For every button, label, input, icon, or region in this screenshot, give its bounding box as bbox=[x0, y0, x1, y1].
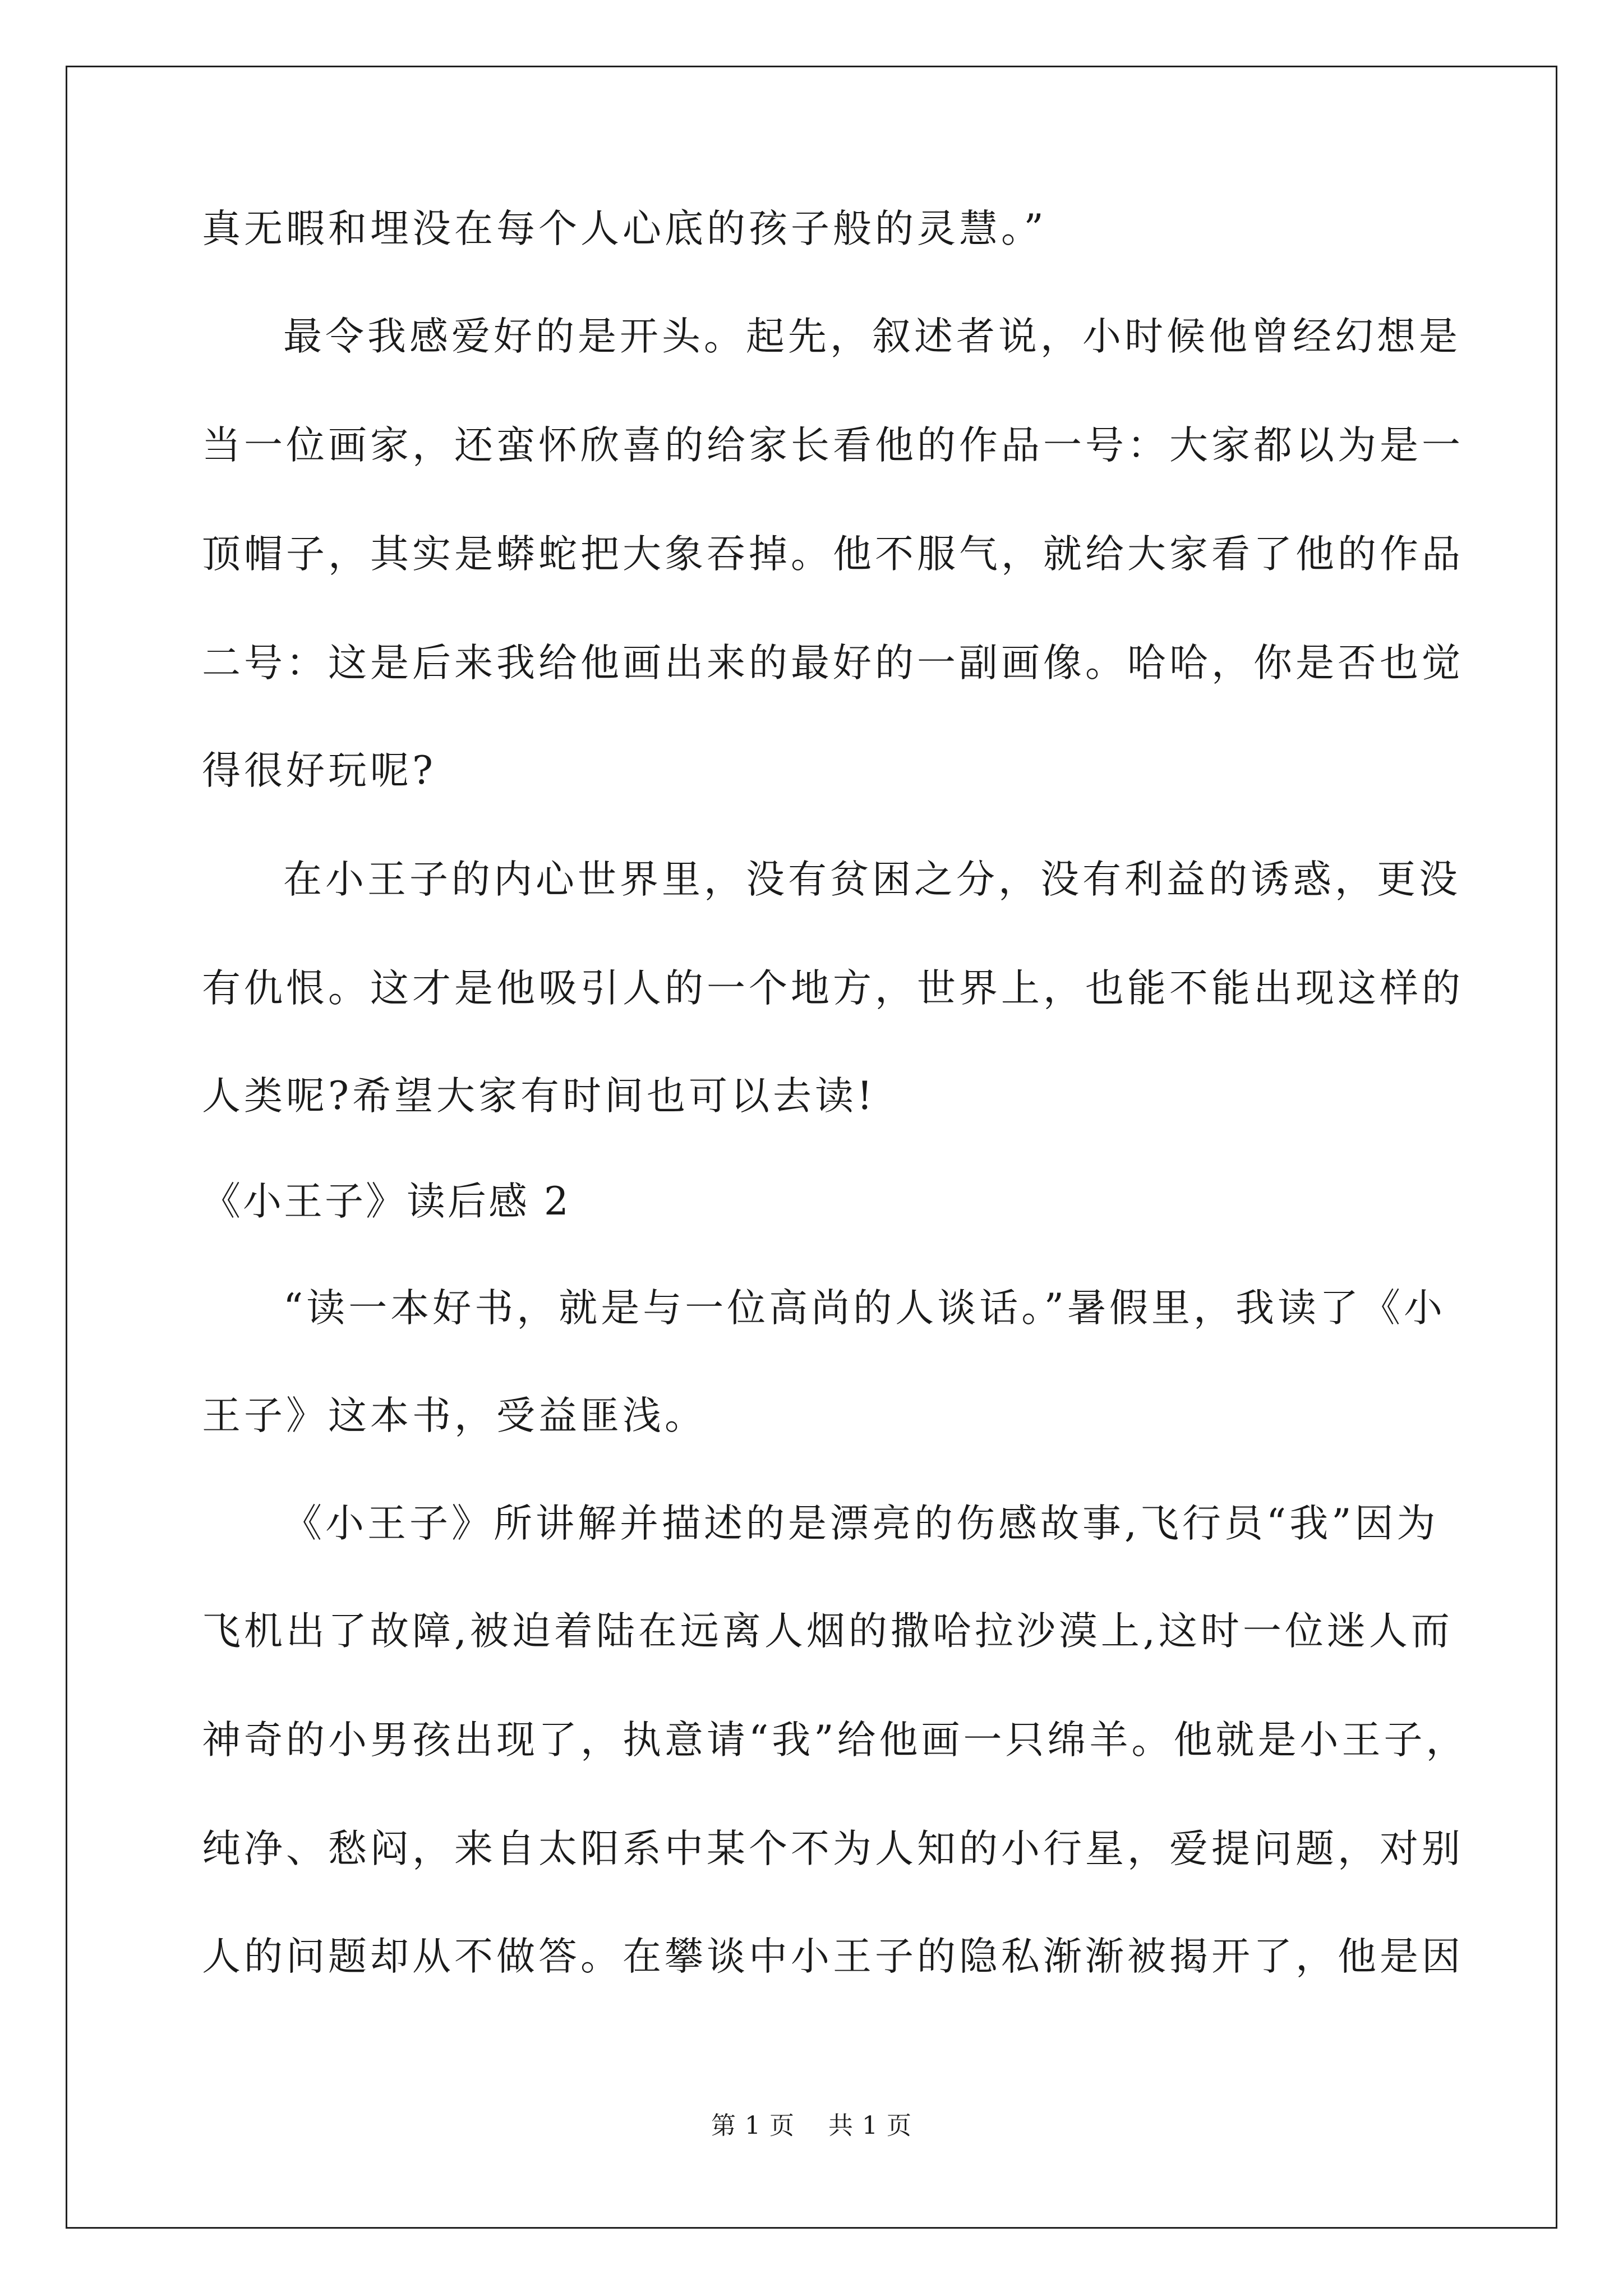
text-line: 二号：这是后来我给他画出来的最好的一副画像。哈哈，你是否也觉 bbox=[202, 641, 1464, 685]
text-line: 王子》这本书，受益匪浅。 bbox=[202, 1393, 707, 1438]
text-line: 当一位画家，还蛮怀欣喜的给家长看他的作品一号：大家都以为是一 bbox=[202, 423, 1464, 468]
text-line: 得很好玩呢? bbox=[202, 748, 436, 793]
page-frame bbox=[66, 66, 1557, 2229]
text-line: 纯净、愁闷，来自太阳系中某个不为人知的小行星，爱提问题，对别 bbox=[202, 1826, 1464, 1871]
paragraph-start-line: 在小王子的内心世界里，没有贫困之分，没有利益的诱惑，更没 bbox=[283, 857, 1461, 902]
page-footer bbox=[0, 2109, 1623, 2143]
text-line: 有仇恨。这才是他吸引人的一个地方，世界上，也能不能出现这样的 bbox=[202, 966, 1464, 1011]
page-count: 共 1 页 bbox=[828, 2111, 912, 2140]
paragraph-start-line: 《小王子》所讲解并描述的是漂亮的伤感故事,飞行员“我”因为 bbox=[283, 1501, 1439, 1546]
text-line: 人类呢?希望大家有时间也可以去读! bbox=[202, 1074, 876, 1119]
section-heading: 《小王子》读后感 2 bbox=[202, 1179, 571, 1224]
text-line: 人的问题却从不做答。在攀谈中小王子的隐私渐渐被揭开了，他是因 bbox=[202, 1934, 1464, 1979]
text-line: 神奇的小男孩出现了，执意请“我”给他画一只绵羊。他就是小王子， bbox=[202, 1718, 1468, 1763]
text-line: 顶帽子，其实是蟒蛇把大象吞掉。他不服气，就给大家看了他的作品 bbox=[202, 532, 1464, 577]
page-number: 第 1 页 bbox=[711, 2111, 795, 2140]
text-line: 飞机出了故障,被迫着陆在远离人烟的撒哈拉沙漠上,这时一位迷人而 bbox=[202, 1609, 1453, 1654]
text-line: 真无暇和埋没在每个人心底的孩子般的灵慧。” bbox=[202, 206, 1047, 251]
paragraph-start-line: 最令我感爱好的是开头。起先，叙述者说，小时候他曾经幻想是 bbox=[283, 314, 1461, 359]
paragraph-start-line: “读一本好书，就是与一位高尚的人谈话。”暑假里，我读了《小 bbox=[283, 1286, 1446, 1331]
